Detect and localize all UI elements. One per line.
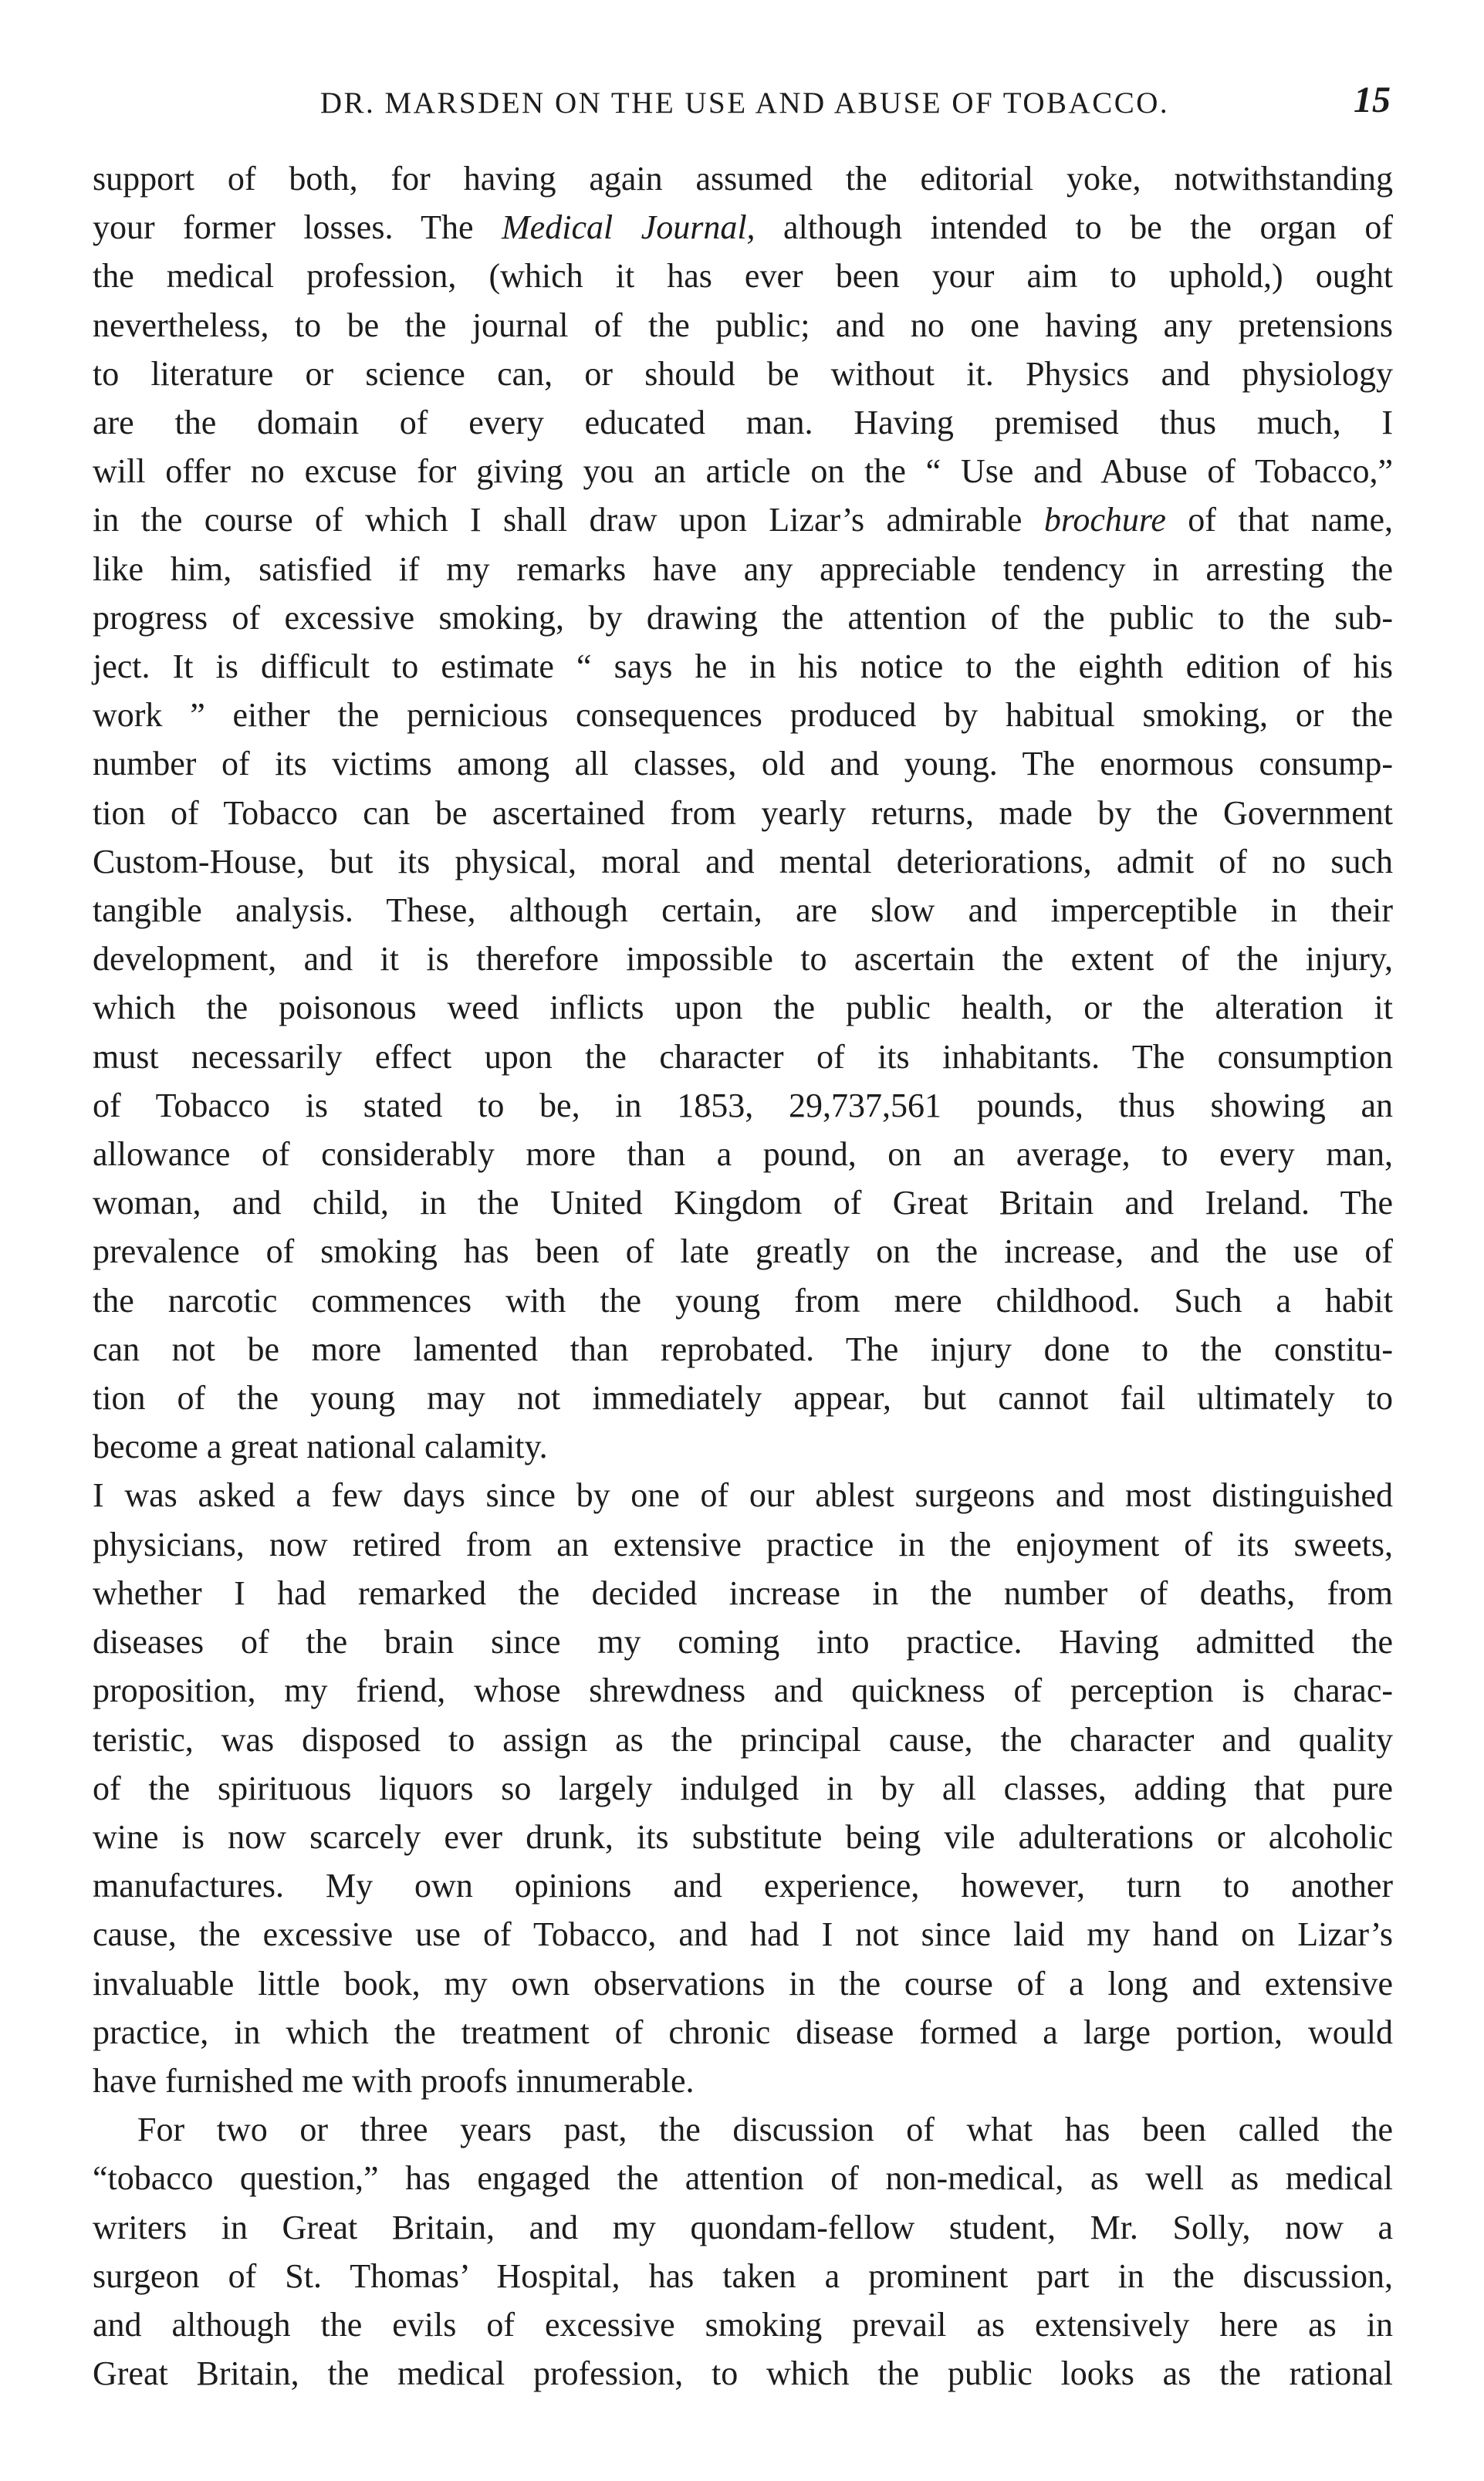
text-line: of the spirituous liquors so largely indulged in by all classes, adding that pure (93, 1769, 1393, 1807)
running-head (93, 80, 1397, 127)
text-segment: of that name, (1165, 501, 1393, 539)
text-line: manufactures. My own opinions and experience, however, turn to another (93, 1867, 1393, 1905)
text-line (93, 495, 1393, 544)
text-line: and although the evils of excessive smoking prevail as extensively here as in (93, 2305, 1393, 2344)
text-line: tion of Tobacco can be ascertained from yearly returns, made by the Government (93, 793, 1393, 832)
text-line: will offer no excuse for giving you an article on the “ Use and Abuse of Tobacco,” (93, 452, 1393, 491)
text-line: development, and it is therefore impossible to ascertain the extent of the injury, (93, 940, 1393, 979)
text-line: progress of excessive smoking, by drawing the attention of the public to the sub- (93, 598, 1393, 637)
text-segment: your former losses. The (93, 208, 502, 247)
text-line: the narcotic commences with the young from mere childhood. Such a habit (93, 1281, 1393, 1320)
text-line: For two or three years past, the discussion of what has been called the (137, 2111, 1393, 2149)
paragraph-3 (93, 2105, 1393, 2398)
text-line: must necessarily effect upon the character of its inhabitants. The consumption (93, 1037, 1393, 1076)
text-line: allowance of considerably more than a pound, on an average, to every man, (93, 1135, 1393, 1174)
text-line: wine is now scarcely ever drunk, its substitute being vile adulterations or alcoholic (93, 1817, 1393, 1856)
running-title: DR. MARSDEN ON THE USE AND ABUSE OF TOBACCO. (319, 86, 1170, 120)
text-line: invaluable little book, my own observations in the course of a long and extensive (93, 1964, 1393, 2003)
journal-title: Medical Journal, (502, 208, 756, 247)
brochure-word: brochure (1043, 501, 1166, 539)
paragraph-1 (93, 154, 1393, 1471)
text-line: become a great national calamity. (93, 1428, 548, 1466)
text-line: can not be more lamented than reprobated. The injury done to the constitu- (93, 1330, 1393, 1368)
text-line: like him, satisfied if my remarks have any appreciable tendency in arresting the (93, 549, 1393, 588)
text-line: work ” either the pernicious consequences produced by habitual smoking, or the (93, 696, 1393, 735)
text-line: writers in Great Britain, and my quondam-fellow student, Mr. Solly, now a (93, 2208, 1393, 2246)
text-line: prevalence of smoking has been of late greatly on the increase, and the use of (93, 1232, 1393, 1271)
text-line: cause, the excessive use of Tobacco, and had I not since laid my hand on Lizar’s (93, 1915, 1393, 1954)
text-line: Great Britain, the medical profession, to which the public looks as the rational (93, 2354, 1393, 2393)
text-line (93, 203, 1393, 252)
text-line: which the poisonous weed inflicts upon the public health, or the alteration it (93, 989, 1393, 1027)
text-line: I was asked a few days since by one of our ablest surgeons and most distinguished (93, 1476, 1393, 1515)
text-line: tangible analysis. These, although certain, are slow and imperceptible in their (93, 891, 1393, 930)
text-line: support of both, for having again assumed the editorial yoke, notwithstanding (93, 160, 1393, 198)
page-number: 15 (1354, 79, 1391, 120)
text-line: the medical profession, (which it has ever been your aim to uphold,) ought (93, 257, 1393, 296)
paragraph-2 (93, 1471, 1393, 2105)
text-line: have furnished me with proofs innumerable. (93, 2061, 695, 2100)
text-line: to literature or science can, or should be without it. Physics and physiology (93, 354, 1393, 393)
text-line: of Tobacco is stated to be, in 1853, 29,737,561 pounds, thus showing an (93, 1086, 1393, 1124)
text-line: proposition, my friend, whose shrewdness and quickness of perception is charac- (93, 1671, 1393, 1710)
text-line: “tobacco question,” has engaged the attention of non-medical, as well as medical (93, 2159, 1393, 2198)
text-line: whether I had remarked the decided increase in the number of deaths, from (93, 1573, 1393, 1612)
text-line: tion of the young may not immediately appear, but cannot fail ultimately to (93, 1379, 1393, 1418)
text-line: nevertheless, to be the journal of the public; and no one having any pretensions (93, 306, 1393, 344)
text-line: teristic, was disposed to assign as the principal cause, the character and quality (93, 1720, 1393, 1759)
text-line: number of its victims among all classes, old and young. The enormous consump- (93, 745, 1393, 783)
text-line: diseases of the brain since my coming into practice. Having admitted the (93, 1623, 1393, 1661)
text-line: woman, and child, in the United Kingdom of Great Britain and Ireland. The (93, 1184, 1393, 1222)
text-line: surgeon of St. Thomas’ Hospital, has taken a prominent part in the discussion, (93, 2256, 1393, 2295)
body-text (93, 154, 1393, 2398)
text-line: practice, in which the treatment of chronic disease formed a large portion, would (93, 2013, 1393, 2051)
text-line: are the domain of every educated man. Having premised thus much, I (93, 404, 1393, 442)
text-line: ject. It is difficult to estimate “ says he in his notice to the eighth edition of his (93, 647, 1393, 686)
text-segment: in the course of which I shall draw upon Lizar’s admirable (93, 501, 1044, 539)
text-line: Custom-House, but its physical, moral and mental deteriorations, admit of no such (93, 842, 1393, 881)
text-segment: although intended to be the organ of (755, 208, 1393, 247)
text-line: physicians, now retired from an extensive practice in the enjoyment of its sweets, (93, 1525, 1393, 1563)
